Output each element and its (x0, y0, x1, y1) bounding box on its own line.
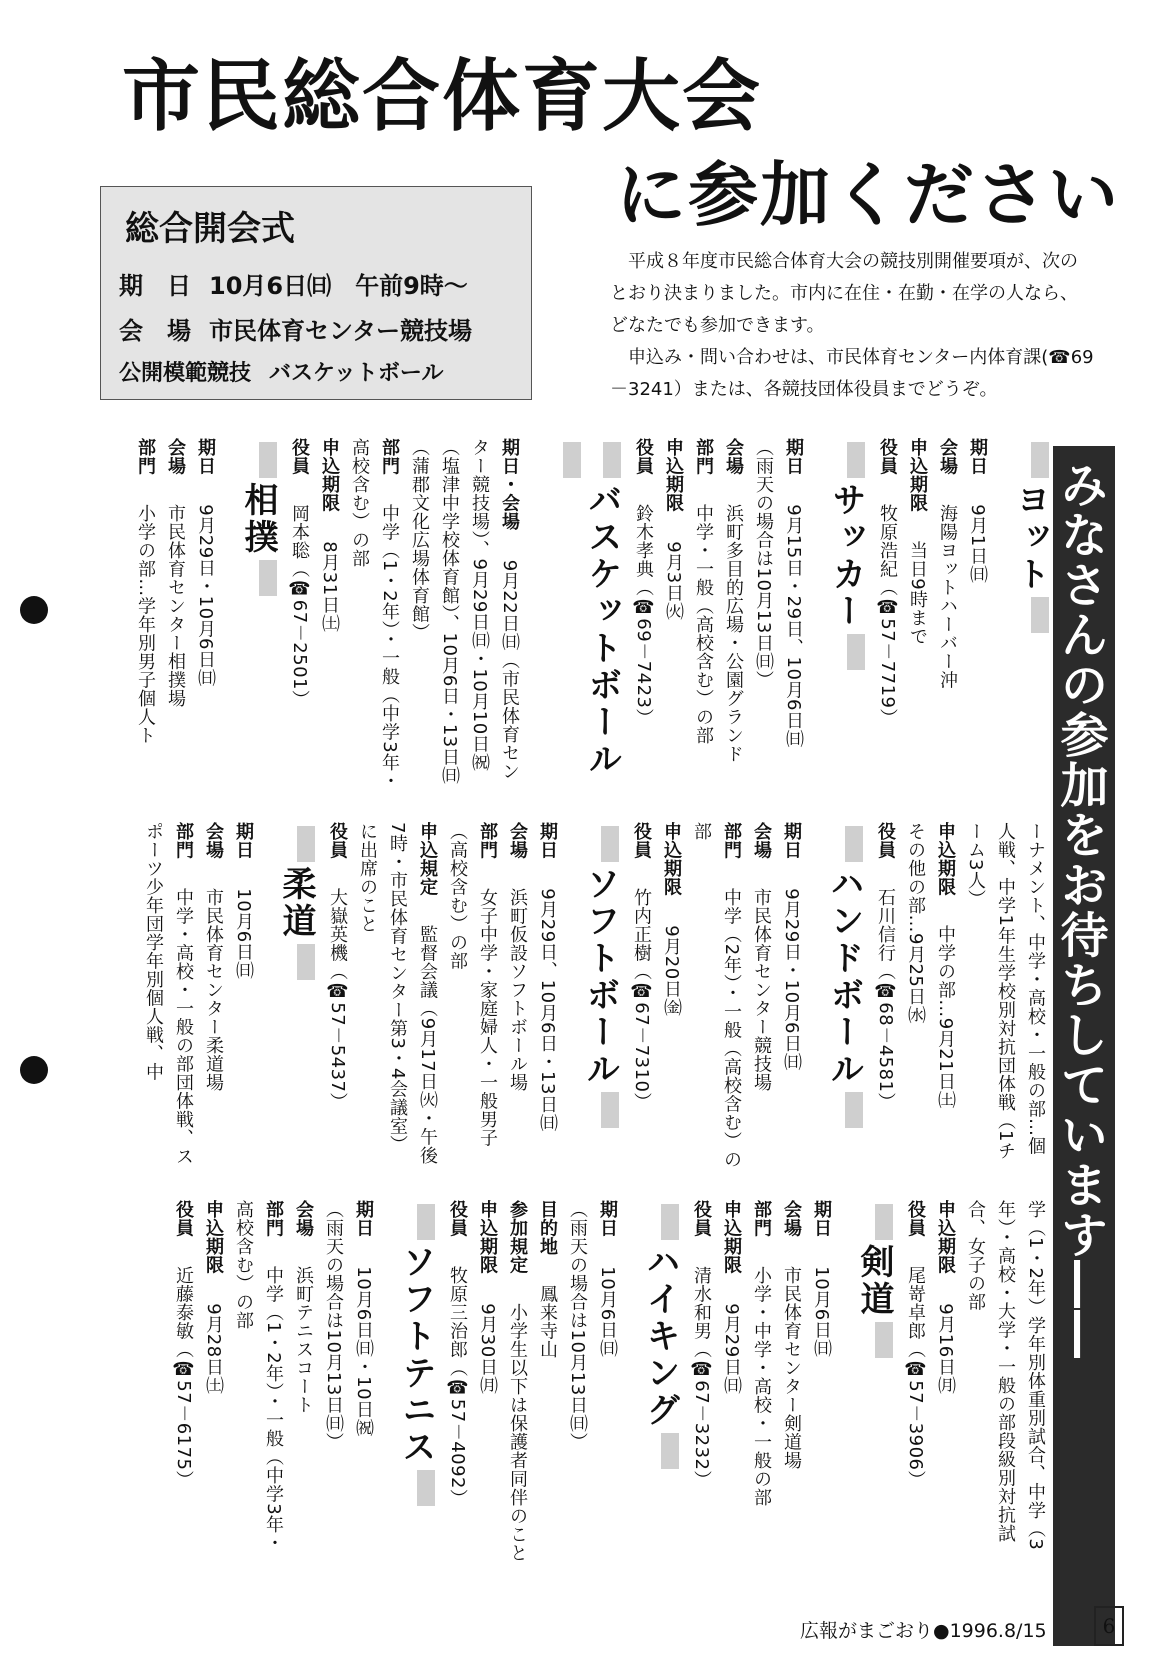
field-label: 会場 (203, 822, 224, 859)
event-field (930, 1200, 960, 1570)
title-bar-decoration (1031, 597, 1049, 633)
field-label: 申込期限 (661, 822, 682, 896)
event-field (932, 438, 962, 798)
event-field (284, 438, 314, 798)
field-value: 中学・高校・一般の部団体戦、スポーツ少年団学年別個人戦、中 (143, 822, 194, 1166)
field-value: 中学（1・2年）・一般（中学3年・高校含む）の部 (233, 1200, 284, 1553)
event-field (872, 438, 902, 798)
field-value: 尾嵜卓郎（☎57－3906） (905, 1266, 926, 1490)
title-bar-decoration (563, 442, 581, 478)
field-label: 会場 (937, 438, 958, 475)
field-label: 会場 (293, 1200, 314, 1237)
field-value: 浜町テニスコート (293, 1266, 314, 1415)
event-field (658, 438, 688, 798)
field-label: 会場 (165, 438, 186, 475)
field-value: 牧原三治郎（☎57－4092） (447, 1266, 468, 1508)
field-value: 市民体育センター相撲場 (165, 504, 186, 708)
event-field (686, 1200, 716, 1570)
title-bar-decoration (417, 1204, 435, 1240)
event-field (442, 1200, 472, 1570)
field-label: 期日 (353, 1200, 374, 1237)
field-value: （雨天の場合は10月13日㈰） (323, 1200, 344, 1452)
field-value: 当日9時まで (907, 541, 928, 646)
event-field (870, 822, 900, 1170)
event-field (198, 822, 228, 1170)
field-label: 役員 (631, 822, 652, 859)
title-bar-decoration (847, 442, 865, 478)
field-value: 大嶽英機（☎57－5437） (327, 888, 348, 1112)
field-label: 申込期限 (721, 1200, 742, 1274)
event-title (542, 438, 622, 798)
event-field (314, 438, 344, 798)
event-title (854, 1200, 894, 1570)
field-value: 9月28日㈯ (203, 1303, 224, 1395)
event-field (502, 1200, 532, 1570)
event-title (824, 822, 864, 1170)
field-value: 中学（2年）・一般（高校含む）の部 (691, 822, 742, 1169)
ceremony-demo-label: 公開模範競技 (119, 361, 252, 386)
event-field (130, 438, 160, 798)
field-value: 9月15日・29日、10月6日㈰ (783, 504, 804, 748)
field-label: 申込期限 (935, 1200, 956, 1274)
title-bar-decoration (297, 826, 315, 862)
event-field (562, 1200, 592, 1570)
event-title (1010, 438, 1050, 798)
field-label: 申込期限 (935, 822, 956, 896)
event-field (228, 1200, 288, 1570)
field-value: 岡本聡（☎67－2501） (289, 504, 310, 709)
title-bar-decoration (601, 1092, 619, 1128)
field-label: 期日・会場 (499, 438, 520, 531)
event-section (168, 1200, 436, 1570)
event-title (396, 1200, 436, 1570)
intro-text (610, 246, 1095, 406)
event-field (626, 822, 656, 1170)
event-title-text: ハイキング (640, 1244, 680, 1429)
field-value: 清水和男（☎67－3232） (691, 1266, 712, 1490)
event-title-text: ソフトボール (580, 866, 620, 1088)
title-bar-decoration (601, 826, 619, 862)
field-value: 監督会議（9月17日㈫・午後7時・市民体育センター第3・4会議室）に出席のこと (357, 822, 438, 1165)
event-field (960, 822, 1050, 1170)
title-bar-decoration (845, 1092, 863, 1128)
event-title-text: 相撲 (238, 482, 278, 556)
field-label: 役員 (289, 438, 310, 475)
field-value: 竹内正樹（☎67－7310） (631, 888, 652, 1112)
event-field (442, 822, 502, 1170)
event-field (160, 438, 190, 798)
binder-hole-icon (20, 1056, 48, 1084)
field-value: 石川信行（☎68－4581） (875, 888, 896, 1112)
vertical-banner: みなさんの参加をお待ちしています―― (1053, 446, 1115, 1646)
field-label: 申込規定 (417, 822, 438, 896)
field-label: 申込期限 (203, 1200, 224, 1274)
event-field (688, 438, 718, 798)
field-value: 近藤泰敏（☎57－6175） (173, 1266, 194, 1490)
ceremony-date-row (119, 266, 513, 301)
event-field (318, 1200, 348, 1570)
event-section (322, 822, 620, 1170)
field-label: 会場 (751, 822, 772, 859)
field-label: 期日 (195, 438, 216, 475)
event-field (228, 822, 258, 1170)
title-bar-decoration (603, 442, 621, 478)
field-value: 9月29日・10月6日㈰ (195, 504, 216, 688)
field-label: 参加規定 (507, 1200, 528, 1274)
title-bar-decoration (661, 1204, 679, 1240)
event-field (960, 1200, 1050, 1570)
field-label: 期日 (967, 438, 988, 475)
field-value: 9月1日㈰ (967, 504, 988, 584)
title-bar-decoration (875, 1322, 893, 1358)
field-value: 鳳来寺山 (537, 1284, 558, 1359)
event-field (718, 438, 748, 798)
event-field (716, 1200, 746, 1570)
field-label: 役員 (173, 1200, 194, 1237)
field-value: 小学の部…学年別男子個人ト (135, 504, 156, 745)
intro-paragraph-1: 平成８年度市民総合体育大会の競技別開催要項が、次のとおり決まりました。市内に在住・在勤・在学の人なら、どなたでも参加できます。 (610, 251, 1078, 336)
field-value: 浜町多目的広場・公園グランド (723, 504, 744, 764)
event-field (322, 822, 352, 1170)
event-field (900, 822, 930, 1170)
field-label: 部門 (477, 822, 498, 859)
event-title-text: 柔道 (276, 866, 316, 940)
page-title: 市民総合体育大会 (122, 52, 763, 142)
event-section (872, 438, 1050, 798)
event-title (640, 1200, 680, 1570)
field-label: 申込期限 (907, 438, 928, 512)
field-label: 役員 (877, 438, 898, 475)
event-section (442, 1200, 680, 1570)
event-title (826, 438, 866, 798)
event-field (746, 1200, 776, 1570)
event-field (532, 1200, 562, 1570)
field-value: 9月29日、10月6日・13日㈰ (537, 888, 558, 1132)
field-label: 部門 (173, 822, 194, 859)
field-label: 部門 (751, 1200, 772, 1237)
events-row-3 (104, 1200, 1050, 1570)
field-label: 部門 (379, 438, 400, 475)
field-value: 9月30日㈪ (477, 1303, 498, 1395)
events-row-1 (104, 438, 1050, 798)
field-value: 海陽ヨットハーバー沖 (937, 504, 958, 690)
field-value: 女子中学・家庭婦人・一般男子（高校含む）の部 (447, 822, 498, 1148)
event-section (900, 1200, 1050, 1570)
event-section (626, 822, 864, 1170)
event-field (348, 1200, 378, 1570)
event-field (746, 822, 776, 1170)
title-bar-decoration (297, 944, 315, 980)
event-field (930, 822, 960, 1170)
opening-ceremony-box (100, 186, 532, 400)
event-field (748, 438, 778, 798)
field-label: 会場 (507, 822, 528, 859)
field-value: 10月6日㈰ (233, 888, 254, 980)
event-section (870, 822, 1050, 1170)
event-field (778, 438, 808, 798)
field-label: 目的地 (537, 1200, 558, 1256)
event-field (352, 822, 442, 1170)
field-value: 8月31日㈯ (319, 541, 340, 633)
event-title-text: 剣道 (854, 1244, 894, 1318)
field-value: 牧原浩紀（☎57－7719） (877, 504, 898, 728)
event-field (962, 438, 992, 798)
field-value: 市民体育センター競技場 (751, 888, 772, 1092)
field-label: 期日 (781, 822, 802, 859)
title-bar-decoration (259, 560, 277, 596)
field-value: 9月22日㈰（市民体育センター競技場）、9月29日㈰・10月10日㈷（塩津中学校体育館）、10月6日・13日㈰（蒲郡文化広場体育館） (409, 438, 520, 785)
event-field (532, 822, 562, 1170)
event-field (190, 438, 220, 798)
field-value: 9月16日㈪ (935, 1303, 956, 1395)
event-field (138, 822, 198, 1170)
event-section (138, 822, 316, 1170)
events-row-2 (104, 822, 1050, 1170)
field-label: 役員 (691, 1200, 712, 1237)
event-field (502, 822, 532, 1170)
event-section (130, 438, 278, 798)
title-bar-decoration (1031, 442, 1049, 478)
event-title-text: バスケットボール (582, 482, 622, 778)
event-field (168, 1200, 198, 1570)
field-value: 鈴木孝典（☎69－7423） (633, 504, 654, 728)
event-field (344, 438, 404, 798)
event-field (404, 438, 524, 798)
event-field (806, 1200, 836, 1570)
binder-hole-icon (20, 596, 48, 624)
field-value: 中学の部…9月21日㈯ (935, 925, 956, 1110)
event-section (284, 438, 622, 798)
event-field (902, 438, 932, 798)
field-label: 役員 (633, 438, 654, 475)
field-value: 10月6日㈰ (597, 1266, 618, 1358)
field-label: 期日 (537, 822, 558, 859)
field-label: 期日 (783, 438, 804, 475)
field-value: ーナメント、中学・高校・一般の部…個人戦、中学1年生学校別対抗団体戦（1チーム3人） (965, 822, 1046, 1161)
field-value: 浜町仮設ソフトボール場 (507, 888, 528, 1092)
field-label: 申込期限 (477, 1200, 498, 1274)
field-label: 役員 (327, 822, 348, 859)
field-value: 中学（1・2年）・一般（中学3年・高校含む）の部 (349, 438, 400, 791)
publication-footer: 広報がまごおり●1996.8/15 (800, 1620, 1047, 1642)
field-label: 期日 (233, 822, 254, 859)
ceremony-demo-value: バスケットボール (269, 361, 444, 386)
event-title-text: ハンドボール (824, 866, 864, 1088)
ceremony-venue-value: 市民体育センター競技場 (209, 317, 473, 345)
ceremony-title: 総合開会式 (125, 209, 295, 249)
ceremony-date-value: 10月6日㈰ 午前9時～ (209, 272, 468, 300)
page-subtitle: に参加ください (616, 154, 1120, 236)
field-value: 市民体育センター柔道場 (203, 888, 224, 1092)
ceremony-demo-row (119, 356, 513, 387)
intro-paragraph-2: 申込み・問い合わせは、市民体育センター内体育課(☎69－3241）または、各競技団体役員までどうぞ。 (610, 347, 1094, 400)
field-label: 役員 (875, 822, 896, 859)
event-title (238, 438, 278, 798)
title-bar-decoration (259, 442, 277, 478)
event-field (776, 822, 806, 1170)
event-field (628, 438, 658, 798)
field-value: 中学・一般（高校含む）の部 (693, 504, 714, 745)
event-field (686, 822, 746, 1170)
field-value: 小学・中学・高校・一般の部 (751, 1266, 772, 1507)
title-bar-decoration (845, 826, 863, 862)
event-field (656, 822, 686, 1170)
field-label: 会場 (723, 438, 744, 475)
title-bar-decoration (417, 1470, 435, 1506)
field-label: 部門 (721, 822, 742, 859)
field-value: 9月29日㈰ (721, 1303, 742, 1395)
title-bar-decoration (875, 1204, 893, 1240)
event-title-text: サッカー (826, 482, 866, 630)
field-label: 申込期限 (663, 438, 684, 512)
event-field (472, 1200, 502, 1570)
event-section (686, 1200, 894, 1570)
title-bar-decoration (661, 1433, 679, 1469)
event-title-text: ヨット (1010, 482, 1050, 593)
field-label: 会場 (781, 1200, 802, 1237)
page-number: 6 (1094, 1606, 1124, 1646)
field-label: 部門 (693, 438, 714, 475)
field-value: 学（1・2年）学年別体重別試合、中学（3年）・高校・大学・一般の部段級別対抗試合、女子の部 (965, 1200, 1046, 1551)
field-label: 期日 (811, 1200, 832, 1237)
field-value: （雨天の場合は10月13日㈰） (567, 1200, 588, 1452)
event-field (900, 1200, 930, 1570)
ceremony-venue-row (119, 311, 513, 346)
event-field (776, 1200, 806, 1570)
event-field (198, 1200, 228, 1570)
event-title (580, 822, 620, 1170)
field-label: 期日 (597, 1200, 618, 1237)
field-value: 9月29日・10月6日㈰ (781, 888, 802, 1072)
field-value: その他の部…9月25日㈬ (905, 822, 926, 1025)
event-field (592, 1200, 622, 1570)
event-title-text: ソフトテニス (396, 1244, 436, 1466)
field-value: 市民体育センター剣道場 (781, 1266, 802, 1470)
field-label: 部門 (135, 438, 156, 475)
field-value: 9月3日㈫ (663, 541, 684, 621)
field-value: 9月20日㈮ (661, 925, 682, 1017)
field-label: 部門 (263, 1200, 284, 1237)
event-field (288, 1200, 318, 1570)
field-value: 小学生以下は保護者同伴のこと (507, 1303, 528, 1563)
field-value: （雨天の場合は10月13日㈰） (753, 438, 774, 690)
field-value: 10月6日㈰ (811, 1266, 832, 1358)
ceremony-venue-label: 会 場 (119, 317, 191, 345)
field-label: 役員 (447, 1200, 468, 1237)
field-label: 役員 (905, 1200, 926, 1237)
field-value: 10月6日㈰・10日㈷ (353, 1266, 374, 1438)
field-label: 申込期限 (319, 438, 340, 512)
title-bar-decoration (847, 634, 865, 670)
event-section (628, 438, 866, 798)
ceremony-date-label: 期 日 (119, 272, 191, 300)
event-title (276, 822, 316, 1170)
